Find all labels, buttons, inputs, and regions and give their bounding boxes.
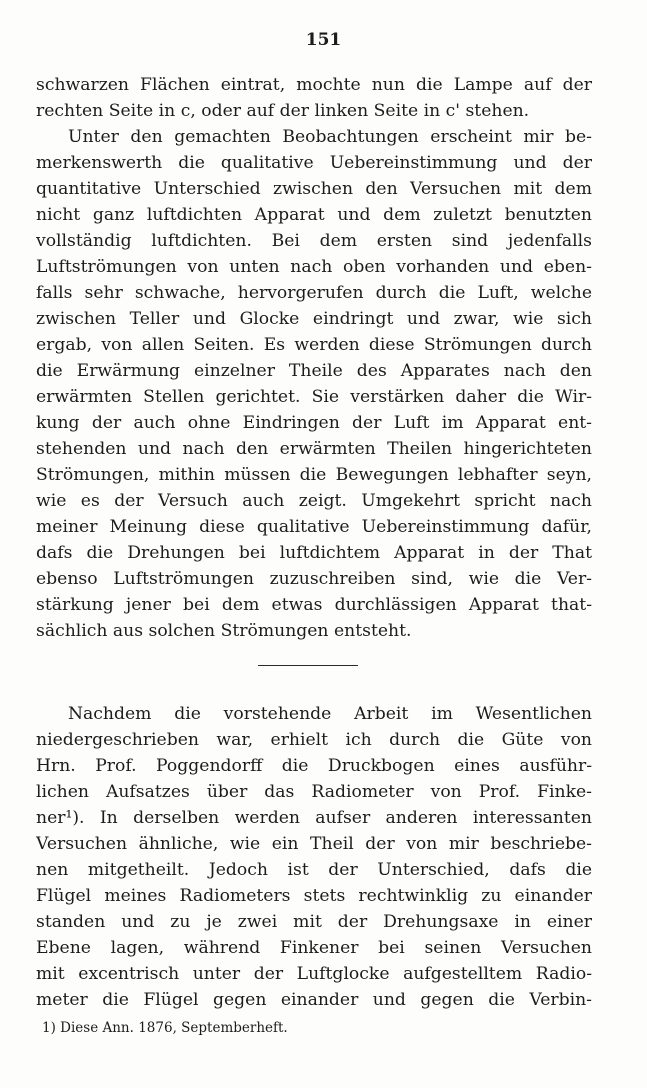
text-line: schwarzen Flächen eintrat, mochte nun die Lampe auf der [36,75,592,95]
page-number: 151 [305,30,342,50]
text-line: kung der auch ohne Eindringen der Luft im Apparat ent- [36,413,592,433]
text-line: meter die Flügel gegen einander und gegen die Verbin- [36,990,592,1010]
text-line: stärkung jener bei dem etwas durchlässigen Apparat that- [36,595,592,615]
text-line: niedergeschrieben war, erhielt ich durch die Güte von [36,730,592,750]
text-line: Nachdem die vorstehende Arbeit im Wesentlichen [68,704,592,724]
text-line: wie es der Versuch auch zeigt. Umgekehrt spricht nach [36,491,592,511]
text-line: merkenswerth die qualitative Uebereinstimmung und der [36,153,592,173]
text-line: erwärmten Stellen gerichtet. Sie verstärken daher die Wir- [36,387,592,407]
text-line: falls sehr schwache, hervorgerufen durch die Luft, welche [36,283,592,303]
text-line: rechten Seite in c, oder auf der linken Seite in c' stehen. [36,101,530,121]
section-divider [258,665,358,666]
text-line: Versuchen ähnliche, wie ein Theil der von mir beschriebe- [36,834,592,854]
text-line: stehenden und nach den erwärmten Theilen hingerichteten [36,439,592,459]
text-line: die Erwärmung einzelner Theile des Apparates nach den [36,361,592,381]
footnote: 1) Diese Ann. 1876, Septemberheft. [42,1020,288,1036]
text-line: ergab, von allen Seiten. Es werden diese Strömungen durch [36,335,592,355]
text-line: standen und zu je zwei mit der Drehungsaxe in einer [36,912,592,932]
text-line: vollständig luftdichten. Bei dem ersten sind jedenfalls [36,231,592,251]
text-line: meiner Meinung diese qualitative Uebereinstimmung dafür, [36,517,592,537]
text-line: lichen Aufsatzes über das Radiometer von Prof. Finke- [36,782,592,802]
text-line: Strömungen, mithin müssen die Bewegungen lebhafter seyn, [36,465,592,485]
text-line: Luftströmungen von unten nach oben vorhanden und eben- [36,257,592,277]
text-line: zwischen Teller und Glocke eindringt und zwar, wie sich [36,309,592,329]
text-line: dafs die Drehungen bei luftdichtem Apparat in der That [36,543,592,563]
text-line: Unter den gemachten Beobachtungen erscheint mir be- [68,127,592,147]
text-line: sächlich aus solchen Strömungen entsteht. [36,621,412,641]
text-line: Flügel meines Radiometers stets rechtwinklig zu einander [36,886,592,906]
text-line: ebenso Luftströmungen zuzuschreiben sind, wie die Ver- [36,569,592,589]
text-line: nen mitgetheilt. Jedoch ist der Unterschied, dafs die [36,860,592,880]
text-line: quantitative Unterschied zwischen den Versuchen mit dem [36,179,592,199]
text-line: nicht ganz luftdichten Apparat und dem zuletzt benutzten [36,205,592,225]
text-line: Hrn. Prof. Poggendorff die Druckbogen eines ausführ- [36,756,592,776]
text-line: mit excentrisch unter der Luftglocke aufgestelltem Radio- [36,964,592,984]
text-line: ner¹). In derselben werden aufser anderen interessanten [36,808,592,828]
text-line: Ebene lagen, während Finkener bei seinen Versuchen [36,938,592,958]
